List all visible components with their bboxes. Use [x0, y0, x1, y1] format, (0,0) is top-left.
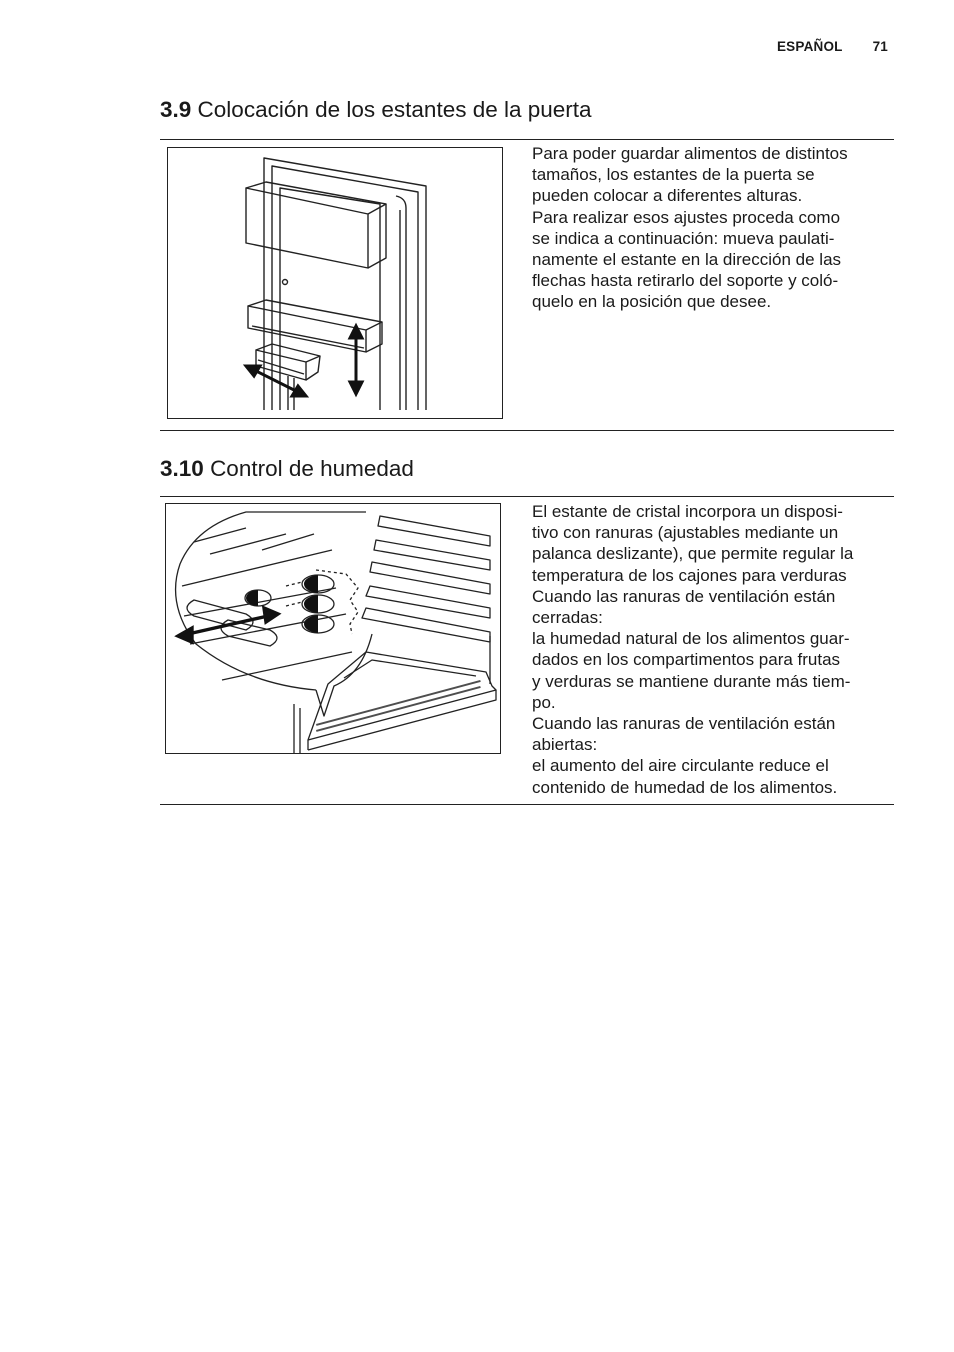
body-line: la humedad natural de los alimentos guar-: [532, 629, 850, 649]
body-line: contenido de humedad de los alimentos.: [532, 777, 838, 797]
section-body: [532, 143, 894, 313]
page-number: 71: [872, 39, 888, 54]
body-line: quelo en la posición que desee.: [532, 292, 772, 312]
body-line: palanca deslizante), que permite regular la: [532, 544, 854, 564]
body-line: abiertas:: [532, 735, 598, 755]
top-rule: [160, 496, 894, 497]
bottom-rule: [160, 804, 894, 805]
body-line: Para poder guardar alimentos de distintos: [532, 144, 848, 163]
bottom-rule: [160, 430, 894, 431]
body-line: temperatura de los cajones para verduras: [532, 565, 847, 585]
section-humidity-control: [160, 455, 894, 807]
section-door-shelves: [160, 96, 894, 432]
door-shelf-illustration: [167, 147, 503, 419]
body-line: flechas hasta retirarlo del soporte y coló-: [532, 271, 839, 291]
section-number: 3.9: [160, 97, 192, 122]
section-heading-text: Colocación de los estantes de la puerta: [197, 97, 592, 122]
running-header: [777, 39, 888, 54]
section-body: [532, 501, 894, 798]
body-line: tamaños, los estantes de la puerta se: [532, 165, 815, 185]
body-line: cerradas:: [532, 608, 603, 628]
body-line: pueden colocar a diferentes alturas.: [532, 186, 803, 206]
body-line: tivo con ranuras (ajustables mediante un: [532, 523, 839, 543]
body-line: El estante de cristal incorpora un disposi-: [532, 502, 843, 521]
humidity-control-illustration: [165, 503, 501, 754]
section-number: 3.10: [160, 456, 204, 481]
body-line: Para realizar esos ajustes proceda como: [532, 207, 841, 227]
section-title: [160, 96, 894, 124]
humidity-control-drawing: [166, 504, 500, 753]
section-title: [160, 455, 894, 483]
header-language: ESPAÑOL: [776, 39, 843, 54]
body-line: Cuando las ranuras de ventilación están: [532, 586, 836, 606]
body-line: y verduras se mantiene durante más tiem-: [532, 671, 851, 691]
top-rule: [160, 139, 894, 140]
body-line: se indica a continuación: mueva paulati-: [532, 228, 835, 248]
door-shelf-drawing: [168, 148, 502, 418]
body-line: po.: [532, 692, 556, 712]
section-heading-text: Control de humedad: [210, 456, 414, 481]
body-line: Cuando las ranuras de ventilación están: [532, 714, 836, 734]
body-line: el aumento del aire circulante reduce el: [532, 756, 829, 776]
body-line: dados en los compartimentos para frutas: [532, 650, 841, 670]
body-line: namente el estante en la dirección de las: [532, 250, 842, 270]
